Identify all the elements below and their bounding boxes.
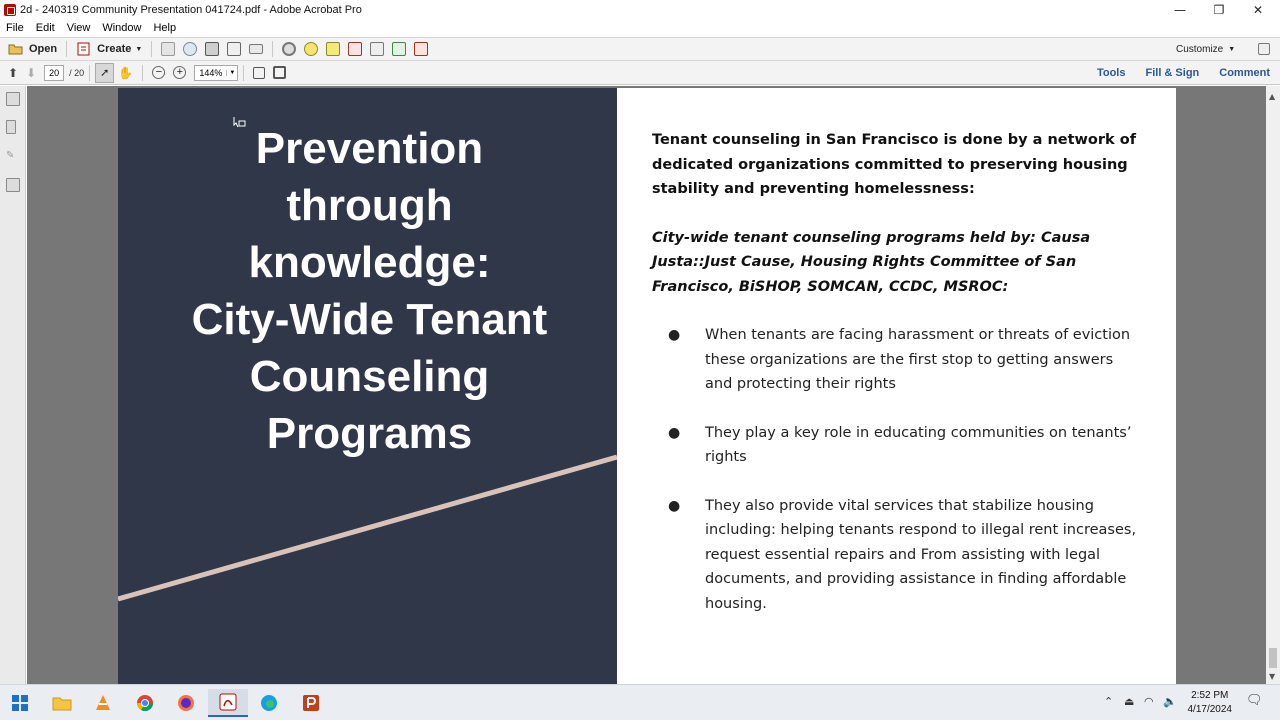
acrobat-app-icon [4,4,16,16]
page-total: / 20 [69,67,85,78]
slide-title [118,120,617,462]
scroll-thumb[interactable] [1269,648,1277,668]
pdf-sign-icon [414,42,428,56]
close-button[interactable]: ✕ [1252,3,1264,17]
taskbar-firefox[interactable] [166,689,206,717]
mouse-cursor-icon [233,116,247,128]
menu-file[interactable]: File [6,22,24,34]
title-bar [0,0,1280,20]
pencil-icon [227,42,241,56]
powerpoint-icon [302,694,320,712]
start-icon [12,695,28,711]
slide-title-line: through [286,181,453,230]
window-title: 2d - 240319 Community Presentation 041724.pdf - Adobe Acrobat Pro [20,4,362,16]
acrobat-icon [219,693,237,711]
menu-edit[interactable]: Edit [35,22,55,34]
pdf-add-icon [392,42,406,56]
usb-icon[interactable]: ⏏ [1124,695,1135,708]
chrome-icon [136,694,154,712]
email-button[interactable] [245,39,267,59]
intro-paragraph: Tenant counseling in San Francisco is done by a network of dedicated organizations committed to preserving housing stability and preventing homelessness: [652,132,1137,197]
firefox-icon [177,694,195,712]
slide-title-line: Counseling [249,352,490,401]
zoom-level-input[interactable]: 144% ▼ [194,65,238,81]
save-icon [161,42,175,56]
show-hidden-icons-icon[interactable]: ⌃ [1104,695,1114,708]
pdf-tool-button-1[interactable] [344,39,366,59]
clock-date: 4/17/2024 [1187,704,1232,715]
gear-icon [282,42,296,56]
toolbar-divider [142,65,143,81]
slide-title-line: Prevention [255,124,484,173]
navigation-toolbar [0,61,1280,85]
pdf-tool-button-2[interactable] [366,39,388,59]
pdf-delete-icon [348,42,362,56]
expand-icon [1258,43,1270,55]
taskbar-file-explorer[interactable] [42,689,82,717]
system-clock[interactable] [1188,689,1233,717]
tools-link[interactable]: Tools [1096,67,1126,79]
slide-title-line: knowledge: [248,238,491,287]
menu-window[interactable]: Window [102,22,142,34]
page-thumbnails-icon[interactable] [6,92,20,106]
toolbar-divider [272,41,273,57]
cloud-upload-icon [183,42,197,56]
highlight-tool-button[interactable] [322,39,344,59]
main-toolbar [0,37,1280,61]
slide-title-line: City-Wide Tenant [191,295,548,344]
file-explorer-icon [52,695,72,711]
slide-body [652,128,1142,640]
create-pdf-icon [76,42,92,56]
list-item: ● They also provide vital services that stabilize housing including: helping tenants respond to illegal rent increases, request essential repairs and From assisting with legal documents, and providing assistance in finding affordable housing. [652,494,1142,617]
taskbar-edge[interactable] [249,689,289,717]
chevron-down-icon: ▼ [135,45,143,53]
wifi-icon[interactable]: ◠ [1144,695,1154,708]
bullet-icon: ● [668,497,681,514]
create-button[interactable]: Create ▼ [72,39,146,59]
pdf-tool-button-3[interactable] [388,39,410,59]
toolbar-divider [66,41,67,57]
toolbar-divider [151,41,152,57]
slide-title-line: Programs [266,409,473,458]
bookmarks-icon[interactable] [6,120,16,134]
fill-sign-link[interactable]: Fill & Sign [1145,67,1200,79]
print-icon [205,42,219,56]
zoom-in-button[interactable] [169,63,190,83]
comment-tool-button[interactable] [300,39,322,59]
hand-icon: ✋ [118,65,134,80]
plus-circle-icon: + [173,66,186,79]
settings-button[interactable] [278,39,300,59]
full-screen-button[interactable] [269,63,290,83]
select-tool-button[interactable] [95,63,114,83]
navigation-pane [0,86,26,684]
envelope-icon [249,44,263,54]
attachments-icon[interactable] [6,178,20,192]
folder-open-icon [8,42,24,56]
vlc-icon [94,694,112,712]
menu-view[interactable]: View [66,22,91,34]
vertical-scrollbar[interactable] [1266,86,1280,684]
scroll-down-icon[interactable]: ▼ [1269,672,1276,681]
cursor-icon: ➚ [100,67,110,79]
chevron-down-icon: ▼ [1228,45,1236,53]
expand-button[interactable] [1254,39,1274,59]
clock-time: 2:52 PM [1191,690,1229,701]
volume-icon[interactable]: 🔈 [1163,695,1177,708]
toolbar-divider [243,65,244,81]
menu-bar [0,20,1280,36]
notifications-icon[interactable]: 🗨 [1246,693,1263,708]
menu-help[interactable]: Help [153,22,177,34]
list-item: ● When tenants are facing harassment or threats of eviction these organizations are the first stop to getting answers and protecting their rights [652,323,1142,397]
list-item: ● They play a key role in educating communities on tenants’ rights [652,421,1142,470]
signatures-icon[interactable]: ✎ [6,150,15,161]
organizations-paragraph: City-wide tenant counseling programs held by: Causa Justa::Just Cause, Housing Rights Committee of San Francisco, BiSHOP, SOMCAN, CCDC, MSROC: [652,229,1091,295]
bullet-icon: ● [668,327,681,343]
minimize-button[interactable]: — [1174,3,1186,17]
comment-link[interactable]: Comment [1219,67,1270,79]
bullet-list [652,323,1142,616]
hand-tool-button[interactable] [114,63,137,83]
scroll-up-icon[interactable]: ▲ [1269,92,1276,101]
task-pane-links [1087,61,1280,85]
edge-icon [260,694,278,712]
full-screen-icon [273,66,286,79]
arrow-down-icon: ⬇ [26,65,37,80]
pdf-lock-icon [370,42,384,56]
slide-title-panel [118,88,617,684]
document-view[interactable] [27,86,1266,684]
fit-page-icon [253,67,265,79]
page-number-input[interactable]: 20 [44,65,64,81]
toolbar-divider [89,65,90,81]
open-button[interactable]: Open [4,39,61,59]
start-button[interactable] [0,689,40,717]
speech-bubble-icon [304,42,318,56]
chevron-down-icon: ▼ [226,70,237,76]
cloud-button[interactable] [179,39,201,59]
arrow-up-icon: ⬆ [8,65,19,80]
customize-button[interactable]: Customize ▼ [1176,43,1236,55]
windows-taskbar [0,684,1280,720]
minus-circle-icon: − [152,66,165,79]
save-button[interactable] [157,39,179,59]
highlighter-icon [326,42,340,56]
zoom-out-button[interactable] [148,63,169,83]
edit-button[interactable] [223,39,245,59]
taskbar-powerpoint[interactable] [291,689,331,717]
taskbar-chrome[interactable] [125,689,165,717]
fit-page-button[interactable] [249,63,269,83]
pdf-tool-button-4[interactable] [410,39,432,59]
print-button[interactable] [201,39,223,59]
taskbar-acrobat[interactable] [208,689,248,717]
next-page-button[interactable] [22,63,40,83]
taskbar-vlc[interactable] [83,689,123,717]
previous-page-button[interactable] [4,63,22,83]
restore-button[interactable]: ❐ [1213,3,1225,17]
pdf-page [118,88,1176,684]
bullet-icon: ● [668,424,681,441]
